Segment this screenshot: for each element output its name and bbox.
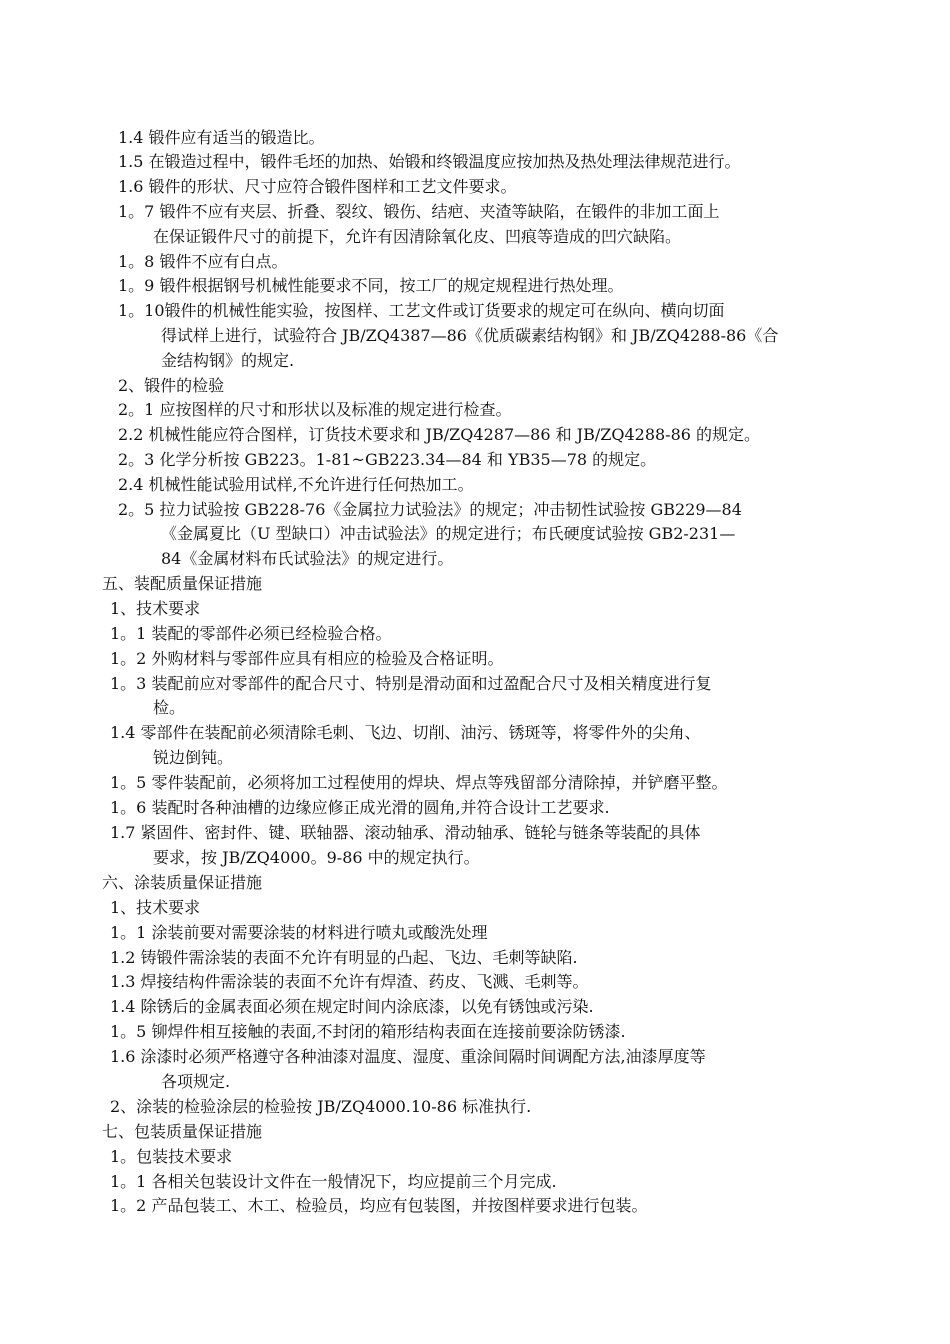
text-line: 2.2 机械性能应符合图样，订货技术要求和 JB/ZQ4287—86 和 JB/ZQ4288-86 的规定。 (118, 425, 761, 444)
text-line: 在保证锻件尺寸的前提下，允许有因清除氧化皮、凹痕等造成的凹穴缺陷。 (153, 227, 682, 246)
text-line: 1.4 除锈后的金属表面必须在规定时间内涂底漆，以免有锈蚀或污染. (110, 997, 594, 1016)
text-line: 2。3 化学分析按 GB223。1-81~GB223.34—84 和 YB35—78 的规定。 (118, 450, 657, 469)
text-line: 1.7 紧固件、密封件、键、联轴器、滚动轴承、滑动轴承、链轮与链条等装配的具体 (110, 823, 701, 842)
text-line: 要求，按 JB/ZQ4000。9-86 中的规定执行。 (153, 848, 480, 867)
text-line: 1.5 在锻造过程中，锻件毛坯的加热、始锻和终锻温度应按加热及热处理法律规范进行。 (118, 152, 741, 171)
text-line: 得试样上进行，试验符合 JB/ZQ4387—86《优质碳素结构钢》和 JB/ZQ4288-86《合 (161, 326, 779, 345)
text-line: 1。1 装配的零部件必须已经检验合格。 (110, 624, 392, 643)
text-line: 《金属夏比（U 型缺口）冲击试验法》的规定进行；布氏硬度试验按 GB2-231— (161, 524, 736, 543)
chapter-heading: 七、包装质量保证措施 (102, 1122, 263, 1141)
chapter-heading: 五、装配质量保证措施 (102, 574, 263, 593)
text-line: 1。1 各相关包装设计文件在一般情况下，均应提前三个月完成. (110, 1172, 557, 1191)
section-heading: 1、技术要求 (110, 898, 201, 917)
section-heading: 1。包装技术要求 (110, 1147, 233, 1166)
text-line: 1。9 锻件根据钢号机械性能要求不同，按工厂的规定规程进行热处理。 (118, 276, 624, 295)
text-line: 2.4 机械性能试验用试样,不允许进行任何热加工。 (118, 475, 474, 494)
text-line: 1。1 涂装前要对需要涂装的材料进行喷丸或酸洗处理 (110, 923, 488, 942)
text-line: 1。10锻件的机械性能实验，按图样、工艺文件或订货要求的规定可在纵向、横向切面 (118, 301, 725, 320)
text-line: 1.2 铸锻件需涂装的表面不允许有明显的凸起、飞边、毛刺等缺陷. (110, 948, 578, 967)
text-line: 1。2 产品包装工、木工、检验员，均应有包装图，并按图样要求进行包装。 (110, 1196, 648, 1215)
text-line: 检。 (153, 698, 186, 717)
text-line: 84《金属材料布氏试验法》的规定进行。 (161, 549, 454, 568)
text-line: 1.6 锻件的形状、尺寸应符合锻件图样和工艺文件要求。 (118, 177, 517, 196)
text-line: 1.6 涂漆时必须严格遵守各种油漆对温度、湿度、重涂间隔时间调配方法,油漆厚度等 (110, 1047, 706, 1066)
text-line: 1。5 零件装配前，必须将加工过程使用的焊块、焊点等残留部分清除掉，并铲磨平整。 (110, 773, 728, 792)
text-line: 1。3 装配前应对零部件的配合尺寸、特别是滑动面和过盈配合尺寸及相关精度进行复 (110, 674, 712, 693)
text-line: 1。6 装配时各种油槽的边缘应修正成光滑的圆角,并符合设计工艺要求. (110, 798, 610, 817)
section-heading: 2、锻件的检验 (118, 376, 225, 395)
section-heading: 1、技术要求 (110, 599, 201, 618)
text-line: 各项规定. (161, 1072, 231, 1091)
text-line: 金结构钢》的规定. (161, 351, 295, 370)
text-line: 1。5 铆焊件相互接触的表面,不封闭的箱形结构表面在连接前要涂防锈漆. (110, 1022, 626, 1041)
text-line: 1.4 锻件应有适当的锻造比。 (118, 128, 325, 147)
text-line: 2。1 应按图样的尺寸和形状以及标准的规定进行检查。 (118, 400, 512, 419)
section-heading: 2、涂装的检验涂层的检验按 JB/ZQ4000.10-86 标准执行. (110, 1097, 532, 1116)
chapter-heading: 六、涂装质量保证措施 (102, 873, 263, 892)
text-line: 1.3 焊接结构件需涂装的表面不允许有焊渣、药皮、飞溅、毛刺等。 (110, 972, 589, 991)
text-line: 2。5 拉力试验按 GB228-76《金属拉力试验法》的规定；冲击韧性试验按 GB229—84 (118, 500, 742, 519)
text-line: 1.4 零部件在装配前必须清除毛刺、飞边、切削、油污、锈斑等，将零件外的尖角、 (110, 723, 701, 742)
text-line: 1。7 锻件不应有夹层、折叠、裂纹、锻伤、结疤、夹渣等缺陷，在锻件的非加工面上 (118, 202, 720, 221)
text-line: 1。2 外购材料与零部件应具有相应的检验及合格证明。 (110, 649, 504, 668)
text-line: 1。8 锻件不应有白点。 (118, 252, 288, 271)
text-line: 锐边倒钝。 (153, 748, 234, 767)
